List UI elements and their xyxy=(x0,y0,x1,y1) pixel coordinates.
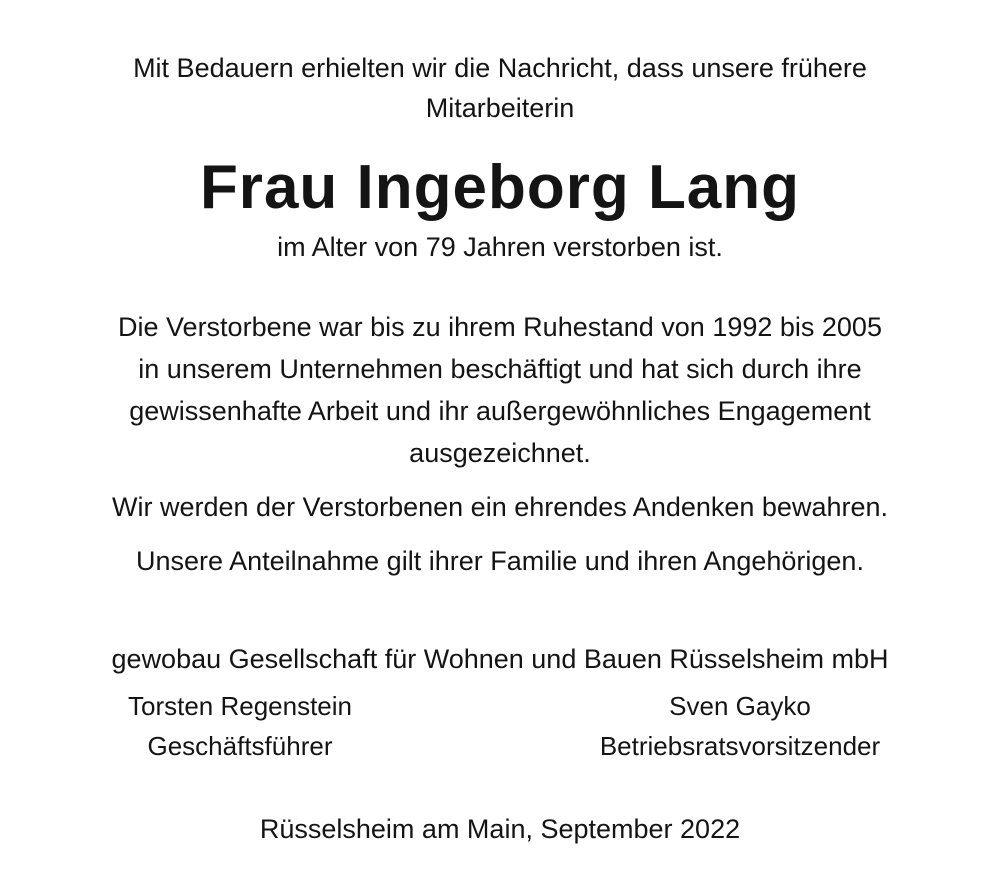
intro-line-2: Mitarbeiterin xyxy=(425,93,575,123)
signatory-right-role: Betriebsratsvorsitzender xyxy=(599,731,881,761)
body-line-1: Die Verstorbene war bis zu ihrem Ruhestand von 1992 bis 2005 xyxy=(118,312,882,342)
body-line-3: gewissenhafte Arbeit und ihr außergewöhnliches Engagement xyxy=(129,396,871,426)
signatory-right-name: Sven Gayko xyxy=(669,691,811,721)
signature-row xyxy=(0,686,1000,766)
place-date-line: Rüsselsheim am Main, September 2022 xyxy=(259,814,741,844)
body-paragraph xyxy=(0,306,1000,474)
age-subheading: im Alter von 79 Jahren verstorben ist. xyxy=(277,232,723,262)
deceased-name-heading: Frau Ingeborg Lang xyxy=(199,153,801,222)
body-line-2: in unserem Unternehmen beschäftigt und hat sich durch ihre xyxy=(138,354,862,384)
company-name-line: gewobau Gesellschaft für Wohnen und Bauen Rüsselsheim mbH xyxy=(111,644,889,674)
signatory-left-role: Geschäftsführer xyxy=(147,731,333,761)
intro-line-1: Mit Bedauern erhielten wir die Nachricht, dass unsere frühere xyxy=(133,53,867,83)
signatory-left xyxy=(60,686,420,766)
remembrance-line: Wir werden der Verstorbenen ein ehrendes Andenken bewahren. xyxy=(112,492,888,522)
intro-paragraph xyxy=(0,0,1000,128)
body-line-4: ausgezeichnet. xyxy=(409,438,591,468)
condolence-line: Unsere Anteilnahme gilt ihrer Familie und ihren Angehörigen. xyxy=(136,546,864,576)
signatory-left-name: Torsten Regenstein xyxy=(127,691,353,721)
signatory-right xyxy=(520,686,960,766)
